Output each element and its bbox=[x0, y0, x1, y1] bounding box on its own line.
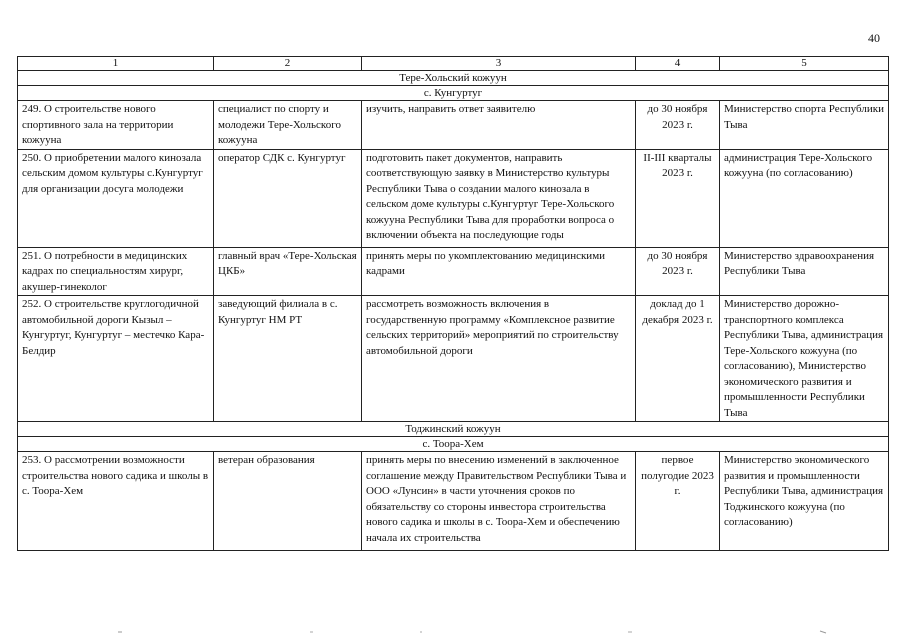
responsible-cell: Министерство дорожно-транспортного комплекса Республики Тыва, администрация Тере-Хольского кожууна (по согласованию), Министерство экономического развития и промышленности Республики Тыва bbox=[720, 296, 889, 422]
table-row bbox=[18, 149, 889, 247]
measure-cell: рассмотреть возможность включения в государственную программу «Комплексное развитие сельских территорий» мероприятий по строительству автомобильной дороги bbox=[362, 296, 636, 422]
initiator-cell: оператор СДК с. Кунгуртуг bbox=[214, 149, 362, 247]
measure-cell: подготовить пакет документов, направить соответствующую заявку в Министерство культуры Республики Тыва о создании малого кинозала в сельском доме культуры с.Кунгуртуг Тере-Хольского кожууна Республики Тыва для проработки вопроса о включении объекта на последующие годы bbox=[362, 149, 636, 247]
table-row bbox=[18, 247, 889, 296]
responsible-cell: Министерство здравоохранения Республики Тыва bbox=[720, 247, 889, 296]
column-number-3: 3 bbox=[362, 57, 636, 71]
column-number-4: 4 bbox=[636, 57, 720, 71]
initiator-cell: заведующий филиала в с. Кунгуртуг НМ РТ bbox=[214, 296, 362, 422]
column-number-2: 2 bbox=[214, 57, 362, 71]
kozhuun-header: Тере-Хольский кожуун bbox=[18, 71, 889, 86]
scan-artifact-marks bbox=[0, 629, 905, 635]
initiator-cell: главный врач «Тере-Хольская ЦКБ» bbox=[214, 247, 362, 296]
deadline-cell: первое полугодие 2023 г. bbox=[636, 452, 720, 551]
issue-cell: 251. О потребности в медицинских кадрах по специальностям хирург, акушер-гинеколог bbox=[18, 247, 214, 296]
responsible-cell: Министерство спорта Республики Тыва bbox=[720, 101, 889, 150]
deadline-cell: II-III кварталы 2023 г. bbox=[636, 149, 720, 247]
table-row bbox=[18, 296, 889, 422]
responsible-cell: Министерство экономического развития и промышленности Республики Тыва, администрация Тоджинского кожууна (по согласованию) bbox=[720, 452, 889, 551]
measures-table bbox=[17, 56, 889, 551]
deadline-cell: доклад до 1 декабря 2023 г. bbox=[636, 296, 720, 422]
column-number-1: 1 bbox=[18, 57, 214, 71]
kozhuun-header-row bbox=[18, 422, 889, 437]
table-row bbox=[18, 452, 889, 551]
issue-cell: 249. О строительстве нового спортивного зала на территории кожууна bbox=[18, 101, 214, 150]
issue-cell: 253. О рассмотрении возможности строительства нового садика и школы в с. Тоора-Хем bbox=[18, 452, 214, 551]
responsible-cell: администрация Тере-Хольского кожууна (по согласованию) bbox=[720, 149, 889, 247]
measure-cell: принять меры по укомплектованию медицинскими кадрами bbox=[362, 247, 636, 296]
initiator-cell: ветеран образования bbox=[214, 452, 362, 551]
page-number: 40 bbox=[868, 31, 880, 45]
issue-cell: 252. О строительстве круглогодичной автомобильной дороги Кызыл – Кунгуртуг, Кунгуртуг – местечко Кара-Белдир bbox=[18, 296, 214, 422]
settlement-header: с. Кунгуртуг bbox=[18, 86, 889, 101]
settlement-header: с. Тоора-Хем bbox=[18, 437, 889, 452]
measure-cell: принять меры по внесению изменений в заключенное соглашение между Правительством Республики Тыва и ООО «Лунсин» в части уточнения сроков по обязательству со стороны инвестора строительства нового садика и школы в с. Тоора-Хем и обеспечению начала их строительства bbox=[362, 452, 636, 551]
column-number-5: 5 bbox=[720, 57, 889, 71]
deadline-cell: до 30 ноября 2023 г. bbox=[636, 101, 720, 150]
column-number-row bbox=[18, 57, 889, 71]
settlement-header-row bbox=[18, 86, 889, 101]
measure-cell: изучить, направить ответ заявителю bbox=[362, 101, 636, 150]
table-row bbox=[18, 101, 889, 150]
settlement-header-row bbox=[18, 437, 889, 452]
initiator-cell: специалист по спорту и молодежи Тере-Хольского кожууна bbox=[214, 101, 362, 150]
deadline-cell: до 30 ноября 2023 г. bbox=[636, 247, 720, 296]
kozhuun-header-row bbox=[18, 71, 889, 86]
kozhuun-header: Тоджинский кожуун bbox=[18, 422, 889, 437]
issue-cell: 250. О приобретении малого кинозала сельским домом культуры с.Кунгуртуг для организации досуга молодежи bbox=[18, 149, 214, 247]
